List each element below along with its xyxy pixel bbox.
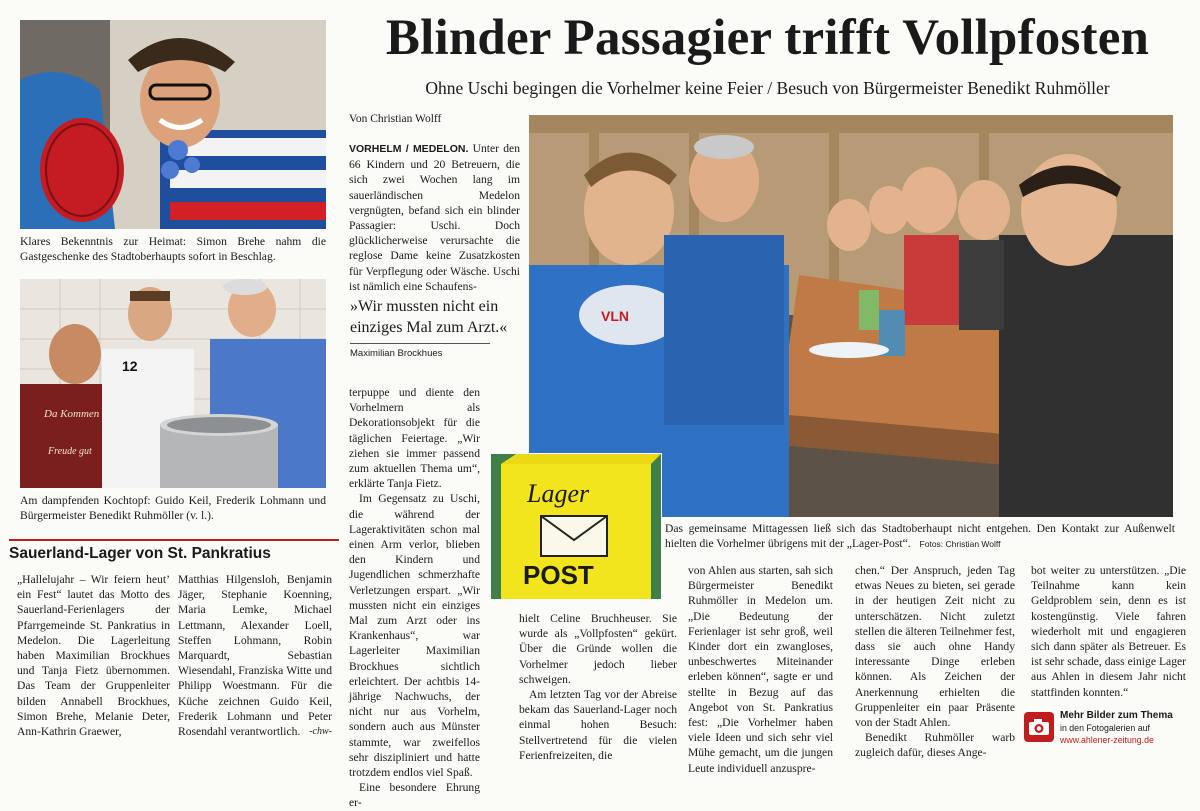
article-col5 (1031, 563, 1186, 708)
sidebar-signature: -chw- (309, 726, 332, 738)
article-col1-top (349, 141, 520, 291)
article-col1-text: Unter den 66 Kindern und 20 Betreuern, die sich zwei Wochen lang im sauerländischen Medelon vergnügten, befand sich ein blinder Passagier: Uschi. Doch glücklicherweise verursachte die reglose Dame keine Zusatzkosten für Verpflegung oder Wäsche. Uschi ist nämlich eine Schaufens- (349, 142, 520, 293)
photo-simon-brehe-illustration (20, 20, 326, 229)
article-col3 (688, 563, 833, 775)
article-col2 (519, 611, 677, 762)
more-photos-title: Mehr Bilder zum Thema (1060, 710, 1173, 721)
article-col1-p2: Im Gegensatz zu Uschi, die während der Lageraktivitäten schon mal einen Arm verlor, blieben den Kindern und Jugendlichen schmerzhafte Verletzungen erspart. „Wir mussten nicht ein einziges Mal zum Arzt oder ins Krankenhaus“, war Lagerleiter Maximilian Brockhues sichtlich erleichtert. Der achtbis 14-jährige Nachwuchs, der nicht nur aus Vorhelm, sondern auch aus Münster stammte, war zweifellos sehr diszipliniert und hatte trotzdem endlos viel Spaß. (349, 492, 480, 780)
photo-lager-post (490, 453, 662, 600)
camera-icon (1024, 712, 1054, 742)
sidebar-col2 (178, 572, 332, 762)
article-col4-p1: chen.“ Der Anspruch, jeden Tag etwas Neues zu bieten, sei gerade in der heutigen Zeit nicht zu unterschätzen. Nicht zuletzt stellen die älteren Teilnehmer fest, dass sie auch ohne Handy interessante Dinge erleben können. Als Zeichen der Anerkennung erhielten die Gruppenleiter ein paar Präsente von der Stadt Ahlen. (855, 564, 1015, 730)
shirt-print-1: Da Kommen (44, 408, 100, 420)
mug-print: VLN (601, 308, 629, 324)
postbox-text-lager: Lager (527, 479, 590, 508)
lager-post-illustration (491, 454, 661, 599)
more-photos-link[interactable]: www.ahlener-zeitung.de (1060, 735, 1154, 745)
article-col4 (855, 563, 1015, 759)
more-photos-box[interactable] (1024, 710, 1190, 752)
pull-quote (350, 296, 520, 359)
article-col2-p1: hielt Celine Bruchheuser. Sie wurde als „Vollpfosten“ gekürt. Über die Gründe wollen die Vorhelmer jedoch lieber schweigen. (519, 612, 677, 686)
photo-credit: Fotos: Christian Wolff (919, 539, 1001, 549)
article-col5-p1: bot weiter zu unterstützen. „Die Teilnahme kann kein Geldproblem sein, denn es ist kostengünstig. Viele fahren wiederholt mit und engagieren sich dann später als Betreuer. Es ist sehr schade, dass einige Lager aus Ahlen in diesem Jahr nicht stattfinden konnten.“ (1031, 564, 1186, 699)
sidebar-title: Sauerland-Lager von St. Pankratius (9, 539, 339, 563)
postbox-text-post: POST (523, 560, 594, 590)
photo-simon-brehe (20, 20, 326, 229)
photo-kochtopf (20, 279, 326, 488)
sidebar-col1 (17, 572, 170, 762)
caption-top-left: Klares Bekenntnis zur Heimat: Simon Brehe nahm die Gastgeschenke des Stadtoberhaupts sofort in Beschlag. (20, 235, 326, 263)
article-col2-p2: Am letzten Tag vor der Abreise bekam das Sauerland-Lager noch einmal hohen Besuch: Stellvertretend für die vielen Ferienfreizeiten, die (519, 688, 677, 762)
pull-quote-text: »Wir mussten nicht ein einziges Mal zum Arzt.« (350, 298, 508, 336)
article-col1-p1: terpuppe und diente den Vorhelmern als Dekorationsobjekt für die täglichen Feiertage. „Wir ziehen sie immer passend zum aktuellen Thema um“, erklärte Tanja Fietz. (349, 386, 480, 491)
shirt-print-2: Freude gut (48, 446, 92, 457)
subheadline: Ohne Uschi begingen die Vorhelmer keine Feier / Besuch von Bürgermeister Benedikt Ruhmöller (425, 78, 1110, 98)
article-col1-p3: Eine besondere Ehrung er- (349, 781, 480, 810)
dateline: VORHELM / MEDELON. (349, 143, 469, 155)
more-photos-subtitle: in den Fotogalerien auf (1060, 723, 1150, 733)
byline: Von Christian Wolff (349, 113, 442, 125)
caption-main-text: Das gemeinsame Mittagessen ließ sich das Stadtoberhaupt nicht entgehen. Den Kontakt zur Außenwelt hielten die Vorhelmer übrigens mit der „Lager-Post“. (665, 522, 1175, 550)
sidebar-col1-text: „Hallelujahr – Wir feiern heut’ ein Fest“ lautet das Motto des Sauerland-Ferienlagers der Pfarrgemeinde St. Pankratius in Medelon. Die Lagerleitung haben Maximilian Brockhues und Tanja Fietz übernommen. Das Team der Gruppenleiter bilden Annabell Brockhues, Simon Brehe, Melanie Deter, Ann-Kathrin Graewer, (17, 573, 170, 739)
pull-quote-author: Maximilian Brockhues (350, 343, 490, 359)
sidebar-col2-text: Matthias Hilgensloh, Benjamin Jäger, Stephanie Koenning, Maria Lemke, Michael Lettmann, Alexander Loell, Steffen Lohmann, Robin Marquardt, Sebastian Wiesendahl, Franziska Witte und Philipp Woestmann. Für die Küche zeichnen Guido Keil, Frederik Lohmann und Peter Rosendahl verantwortlich. (178, 573, 332, 739)
article-col4-p2: Benedikt Ruhmöller warb zugleich dafür, dieses Ange- (855, 731, 1015, 760)
article-col1-bottom (349, 385, 480, 810)
photo-kochtopf-illustration (20, 279, 326, 488)
article-col3-p1: von Ahlen aus starten, sah sich Bürgermeister Benedikt Ruhmöller in Medelon um. „Die Bedeutung der Ferienlager ist sehr groß, weil Kinder dort ein zwangloses, unbeschwertes Miteinander erleben können“, sagte er und stellte in Bezug auf das Angebot von St. Pankratius fest: „Die Vorhelmer haben viele Ideen und sich sehr viel Mühe gemacht, um die jungen Leute individuell anzuspre- (688, 564, 833, 775)
headline: Blinder Passagier trifft Vollpfosten (385, 10, 1150, 66)
caption-main (665, 521, 1175, 552)
caption-mid-left: Am dampfenden Kochtopf: Guido Keil, Frederik Lohmann und Bürgermeister Benedikt Ruhmöller (v. l.). (20, 494, 326, 522)
jersey-number: 12 (122, 358, 138, 374)
